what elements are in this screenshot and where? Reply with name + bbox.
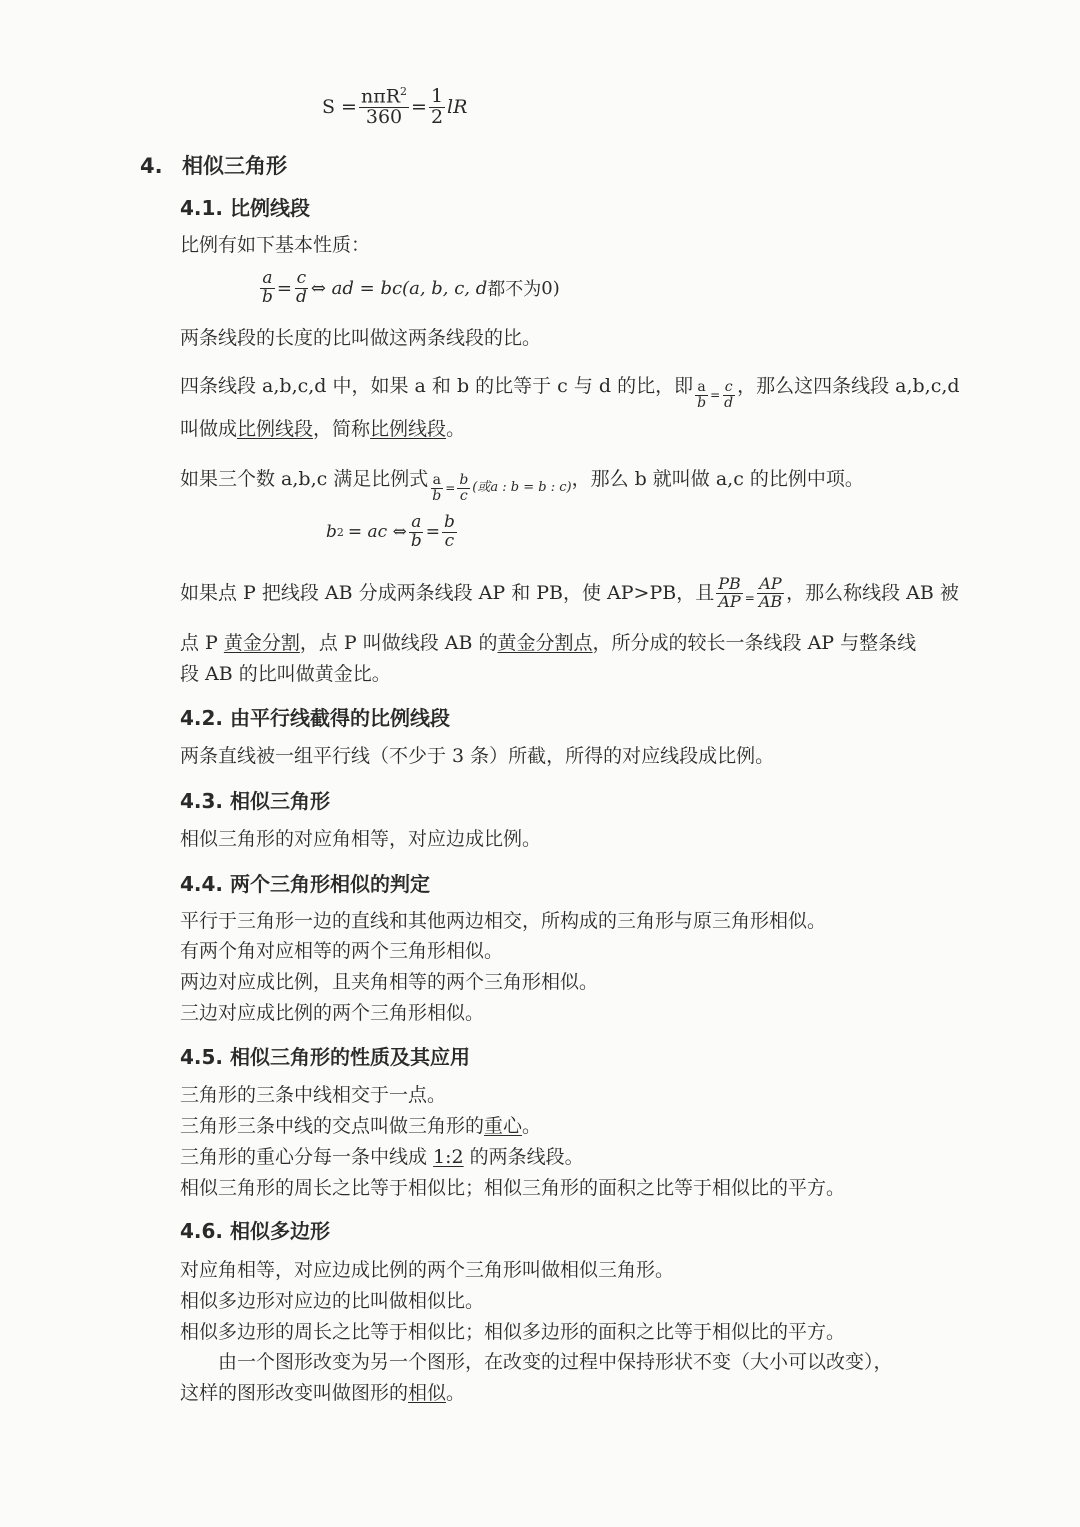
list-item: 两边对应成比例，且夹角相等的两个三角形相似。 — [180, 971, 599, 993]
section-4-3-heading: 4.3. 相似三角形 — [180, 789, 330, 813]
paragraph: 两条直线被一组平行线（不少于 3 条）所截，所得的对应线段成比例。 — [180, 745, 775, 767]
paragraph-four-segments: 四条线段 a,b,c,d 中，如果 a 和 b 的比等于 c 与 d 的比，即 $\frac{a}{b}$ = $\frac{c}{d}$ ，那么这四条线段 a,b,c,d — [180, 375, 960, 411]
term-centroid: 重心 — [484, 1115, 523, 1137]
section-4-2-heading: 4.2. 由平行线截得的比例线段 — [180, 706, 450, 730]
paragraph-golden-ratio: 点 P 黄金分割，点 P 叫做线段 AB 的黄金分割点，所分成的较长一条线段 AP 与整条线 — [180, 632, 917, 654]
list-item: 三边对应成比例的两个三角形相似。 — [180, 1002, 485, 1024]
section-4-heading: 4. 相似三角形 — [140, 154, 287, 178]
term-golden-section: 黄金分割 — [223, 632, 300, 654]
paragraph: 相似三角形的对应角相等，对应边成比例。 — [180, 828, 542, 850]
term-similarity: 相似 — [408, 1382, 447, 1404]
list-item: 相似三角形的周长之比等于相似比；相似三角形的面积之比等于相似比的平方。 — [180, 1177, 846, 1199]
list-item: 平行于三角形一边的直线和其他两边相交，所构成的三角形与原三角形相似。 — [180, 910, 827, 932]
paragraph-golden-section: 如果点 P 把线段 AB 分成两条线段 AP 和 PB，使 AP>PB，且 $\frac{PB}{AP}$ = $\frac{AP}{AB}$ ，那么称线段 AB 被 — [180, 574, 959, 611]
paragraph-mean-proportional: 如果三个数 a,b,c 满足比例式 $\frac{a}{b}$ = $\frac{b}{c}$ (或a : b = b : c) ，那么 b 就叫做 a,c 的比例中项。 — [180, 468, 864, 504]
proportion-property-formula: $\frac{a}{b}$ = $\frac{c}{d}$ ⇔ ad = bc(a, b, c, d 都不为 0) — [262, 268, 560, 307]
paragraph-indented: 由一个图形改变为另一个图形，在改变的过程中保持形状不变（大小可以改变）， — [218, 1351, 893, 1373]
list-item: 相似多边形对应边的比叫做相似比。 — [180, 1290, 485, 1312]
paragraph: 这样的图形改变叫做图形的相似。 — [180, 1382, 466, 1404]
formula-fraction-npr2-360: $\frac{n\pi R^2}{360}$ — [360, 85, 408, 129]
list-item: 对应角相等，对应边成比例的两个三角形叫做相似三角形。 — [180, 1259, 675, 1281]
formula-fraction-half: $\frac{1}{2}$ — [430, 84, 444, 128]
list-item: 三角形的重心分每一条中线成 1:2 的两条线段。 — [180, 1146, 584, 1168]
term-proportional-segments: 比例线段 — [237, 418, 314, 440]
paragraph: 两条线段的长度的比叫做这两条线段的比。 — [180, 327, 542, 349]
formula-lhs: S = — [322, 96, 357, 119]
term-proportional-segments-short: 比例线段 — [370, 418, 447, 440]
list-item: 相似多边形的周长之比等于相似比；相似多边形的面积之比等于相似比的平方。 — [180, 1321, 846, 1343]
term-golden-section-point: 黄金分割点 — [497, 632, 593, 654]
section-4-5-heading: 4.5. 相似三角形的性质及其应用 — [180, 1045, 470, 1069]
section-4-1-heading: 4.1. 比例线段 — [180, 196, 310, 220]
mean-proportional-formula: b 2 = ac ⇔ $\frac{a}{b}$ = $\frac{b}{c}$ — [326, 512, 455, 551]
paragraph: 比例有如下基本性质： — [180, 234, 371, 256]
list-item: 有两个角对应相等的两个三角形相似。 — [180, 940, 504, 962]
term-ratio-1-2: 1:2 — [433, 1146, 464, 1168]
list-item: 三角形三条中线的交点叫做三角形的重心。 — [180, 1115, 542, 1137]
section-4-6-heading: 4.6. 相似多边形 — [180, 1219, 330, 1243]
paragraph: 段 AB 的比叫做黄金比。 — [180, 663, 391, 685]
paragraph-proportional-segments: 叫做成比例线段，简称比例线段。 — [180, 418, 466, 440]
list-item: 三角形的三条中线相交于一点。 — [180, 1084, 447, 1106]
sector-area-formula: S = $\frac{n\pi R^2}{360}$ = $\frac{1}{2}$ lR — [322, 84, 468, 129]
section-4-4-heading: 4.4. 两个三角形相似的判定 — [180, 872, 430, 896]
